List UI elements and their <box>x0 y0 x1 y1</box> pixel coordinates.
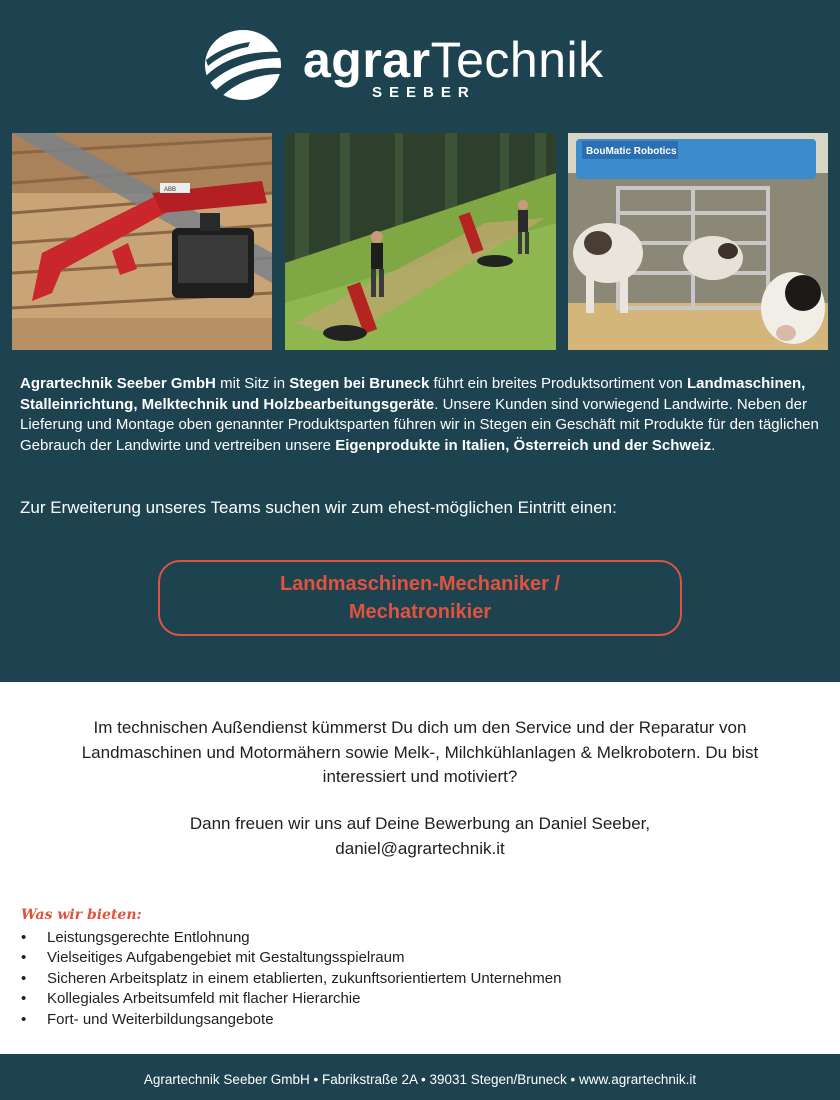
offer-item-text: Sicheren Arbeitsplatz in einem etablierten, zukunftsorientiertem Unternehmen <box>47 969 562 987</box>
application-email[interactable]: daniel@agrartechnik.it <box>335 838 505 858</box>
list-item <box>21 1010 561 1030</box>
job-title-line-2: Mechatronikier <box>348 601 492 623</box>
list-item <box>21 969 561 989</box>
intro-highlight: Stegen bei Bruneck <box>289 375 430 392</box>
offers-list <box>21 928 561 1030</box>
bullet-icon: • <box>21 1010 27 1028</box>
bullet-icon: • <box>21 949 27 967</box>
footer <box>0 1054 840 1100</box>
logo-word-technik: Technik <box>430 32 604 88</box>
bullet-icon: • <box>21 929 27 946</box>
offer-item-text: Fort- und Weiterbildungsangebote <box>47 1010 274 1028</box>
bullet-icon: • <box>21 969 27 987</box>
application-text: Dann freuen wir uns auf Deine Bewerbung an Daniel Seeber, <box>189 814 651 833</box>
crane-sign: ABB <box>164 187 177 193</box>
photo-milking-robot <box>568 133 828 350</box>
service-description: Im technischen Außendienst kümmerst Du dich um den Service und der Reparatur von Landmaschinen und Motormähern sowie Melk-, Milchkühlanlagen & Melkrobotern. Du bist interessiert und motiviert? <box>81 718 759 786</box>
list-item <box>21 928 561 948</box>
bullet-icon: • <box>21 990 27 1008</box>
offer-item-text: Leistungsgerechte Entlohnung <box>47 929 250 946</box>
intro-text: . <box>711 436 716 454</box>
list-item <box>21 948 561 968</box>
list-item <box>21 989 561 1009</box>
offer-item-text: Kollegiales Arbeitsumfeld mit flacher Hierarchie <box>47 990 361 1008</box>
intro-highlight: Agrartechnik Seeber GmbH <box>20 375 216 392</box>
photo-hillside-mowers <box>285 133 556 350</box>
logo-swoosh-icon <box>204 28 282 102</box>
logo-word-agrar: agrar <box>303 32 431 88</box>
photo-loader-crane <box>12 133 272 350</box>
application-info <box>60 812 780 861</box>
job-title-box <box>158 560 682 636</box>
logo-wordmark <box>303 32 604 88</box>
offers-title: Was wir bieten: <box>21 907 142 923</box>
intro-highlight: Landmaschinen, Stalleinrichtung, Melktechnik und Holzbearbeitungsgeräte <box>20 375 806 413</box>
intro-text: . Unsere Kunden sind vorwiegend Landwirte. Neben der Lieferung und Montage oben genannter Produktsparten führen wir in Stegen ein Geschäft mit Produkte für den täglichen Gebrauch der Landwirte und vertreiben unsere <box>20 395 819 454</box>
company-logo[interactable] <box>204 26 644 108</box>
intro-text: mit Sitz in <box>215 375 290 392</box>
company-intro <box>20 374 820 456</box>
offer-item-text: Vielseitiges Aufgabengebiet mit Gestaltungsspielraum <box>47 949 405 967</box>
logo-subtitle: SEEBER <box>372 84 476 101</box>
team-text: Zur Erweiterung unseres Teams suchen wir zum ehest-möglichen Eintritt einen: <box>20 498 617 517</box>
job-title-line-1: Landmaschinen-Mechaniker / <box>279 573 561 595</box>
intro-text: führt ein breites Produktsortiment von <box>429 375 687 392</box>
footer-contact: Agrartechnik Seeber GmbH • Fabrikstraße 2A • 39031 Stegen/Bruneck • www.agrartechnik.it <box>143 1072 697 1087</box>
robot-sign: BouMatic Robotics <box>586 146 677 157</box>
intro-highlight: Eigenprodukte in Italien, Österreich und der Schweiz <box>335 436 712 454</box>
